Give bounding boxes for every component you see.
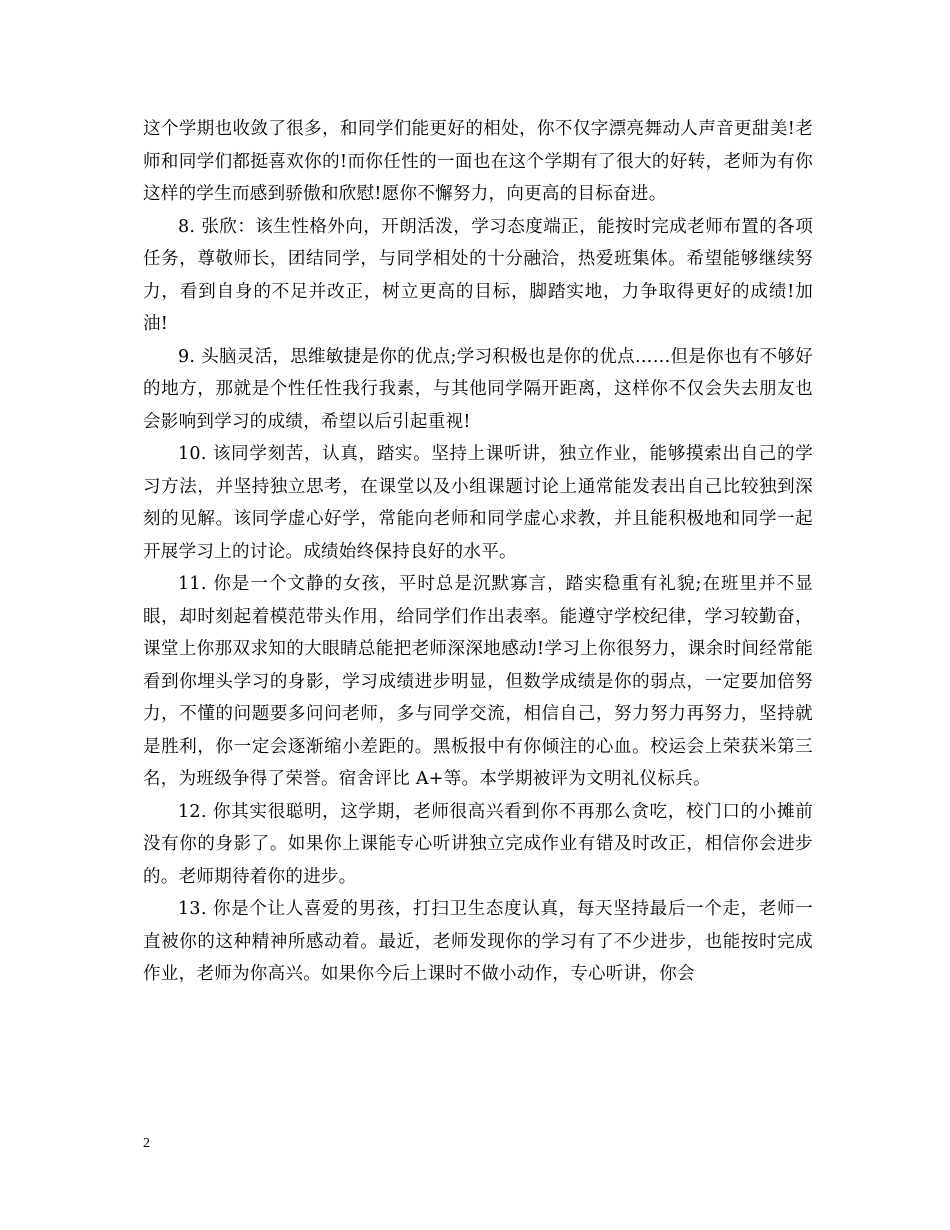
paragraph: 12. 你其实很聪明，这学期，老师很高兴看到你不再那么贪吃，校门口的小摊前没有你的身影了。如果你上课能专心听讲独立完成作业有错及时改正，相信你会进步的。老师期待着你的进步。 <box>143 801 813 887</box>
document-body <box>143 113 813 991</box>
paragraph: 11. 你是一个文静的女孩，平时总是沉默寡言，踏实稳重有礼貌;在班里并不显眼，却时刻起着模范带头作用，给同学们作出表率。能遵守学校纪律，学习较勤奋，课堂上你那双求知的大眼睛总能把老师深深地感动!学习上你很努力，课余时间经常能看到你埋头学习的身影，学习成绩进步明显，但数学成绩是你的弱点，一定要加倍努力，不懂的问题要多问问老师，多与同学交流，相信自己，努力努力再努力，坚持就是胜利，你一定会逐渐缩小差距的。黑板报中有你倾注的心血。校运会上荣获米第三名，为班级争得了荣誉。宿舍评比 A+等。本学期被评为文明礼仪标兵。 <box>143 574 813 789</box>
paragraph: 这个学期也收敛了很多，和同学们能更好的相处，你不仅字漂亮舞动人声音更甜美!老师和同学们都挺喜欢你的!而你任性的一面也在这个学期有了很大的好转，老师为有你这样的学生而感到骄傲和欣慰!愿你不懈努力，向更高的目标奋进。 <box>143 119 813 204</box>
paragraph: 13. 你是个让人喜爱的男孩，打扫卫生态度认真，每天坚持最后一个走，老师一直被你的这种精神所感动着。最近，老师发现你的学习有了不少进步，也能按时完成作业，老师为你高兴。如果你今后上课时不做小动作，专心听讲，你会 <box>143 899 813 984</box>
paragraph: 10. 该同学刻苦，认真，踏实。坚持上课听讲，独立作业，能够摸索出自己的学习方法，并坚持独立思考，在课堂以及小组课题讨论上通常能发表出自己比较独到深刻的见解。该同学虚心好学，常能向老师和同学虚心求教，并且能积极地和同学一起开展学习上的讨论。成绩始终保持良好的水平。 <box>143 444 813 562</box>
page-number: 2 <box>143 1136 150 1151</box>
paragraph: 8. 张欣：该生性格外向，开朗活泼，学习态度端正，能按时完成老师布置的各项任务，尊敬师长，团结同学，与同学相处的十分融洽，热爱班集体。希望能够继续努力，看到自身的不足并改正，树立更高的目标，脚踏实地，力争取得更好的成绩!加油! <box>143 216 813 334</box>
paragraph: 9. 头脑灵活，思维敏捷是你的优点;学习积极也是你的优点……但是你也有不够好的地方，那就是个性任性我行我素，与其他同学隔开距离，这样你不仅会失去朋友也会影响到学习的成绩，希望以后引起重视! <box>143 346 813 432</box>
